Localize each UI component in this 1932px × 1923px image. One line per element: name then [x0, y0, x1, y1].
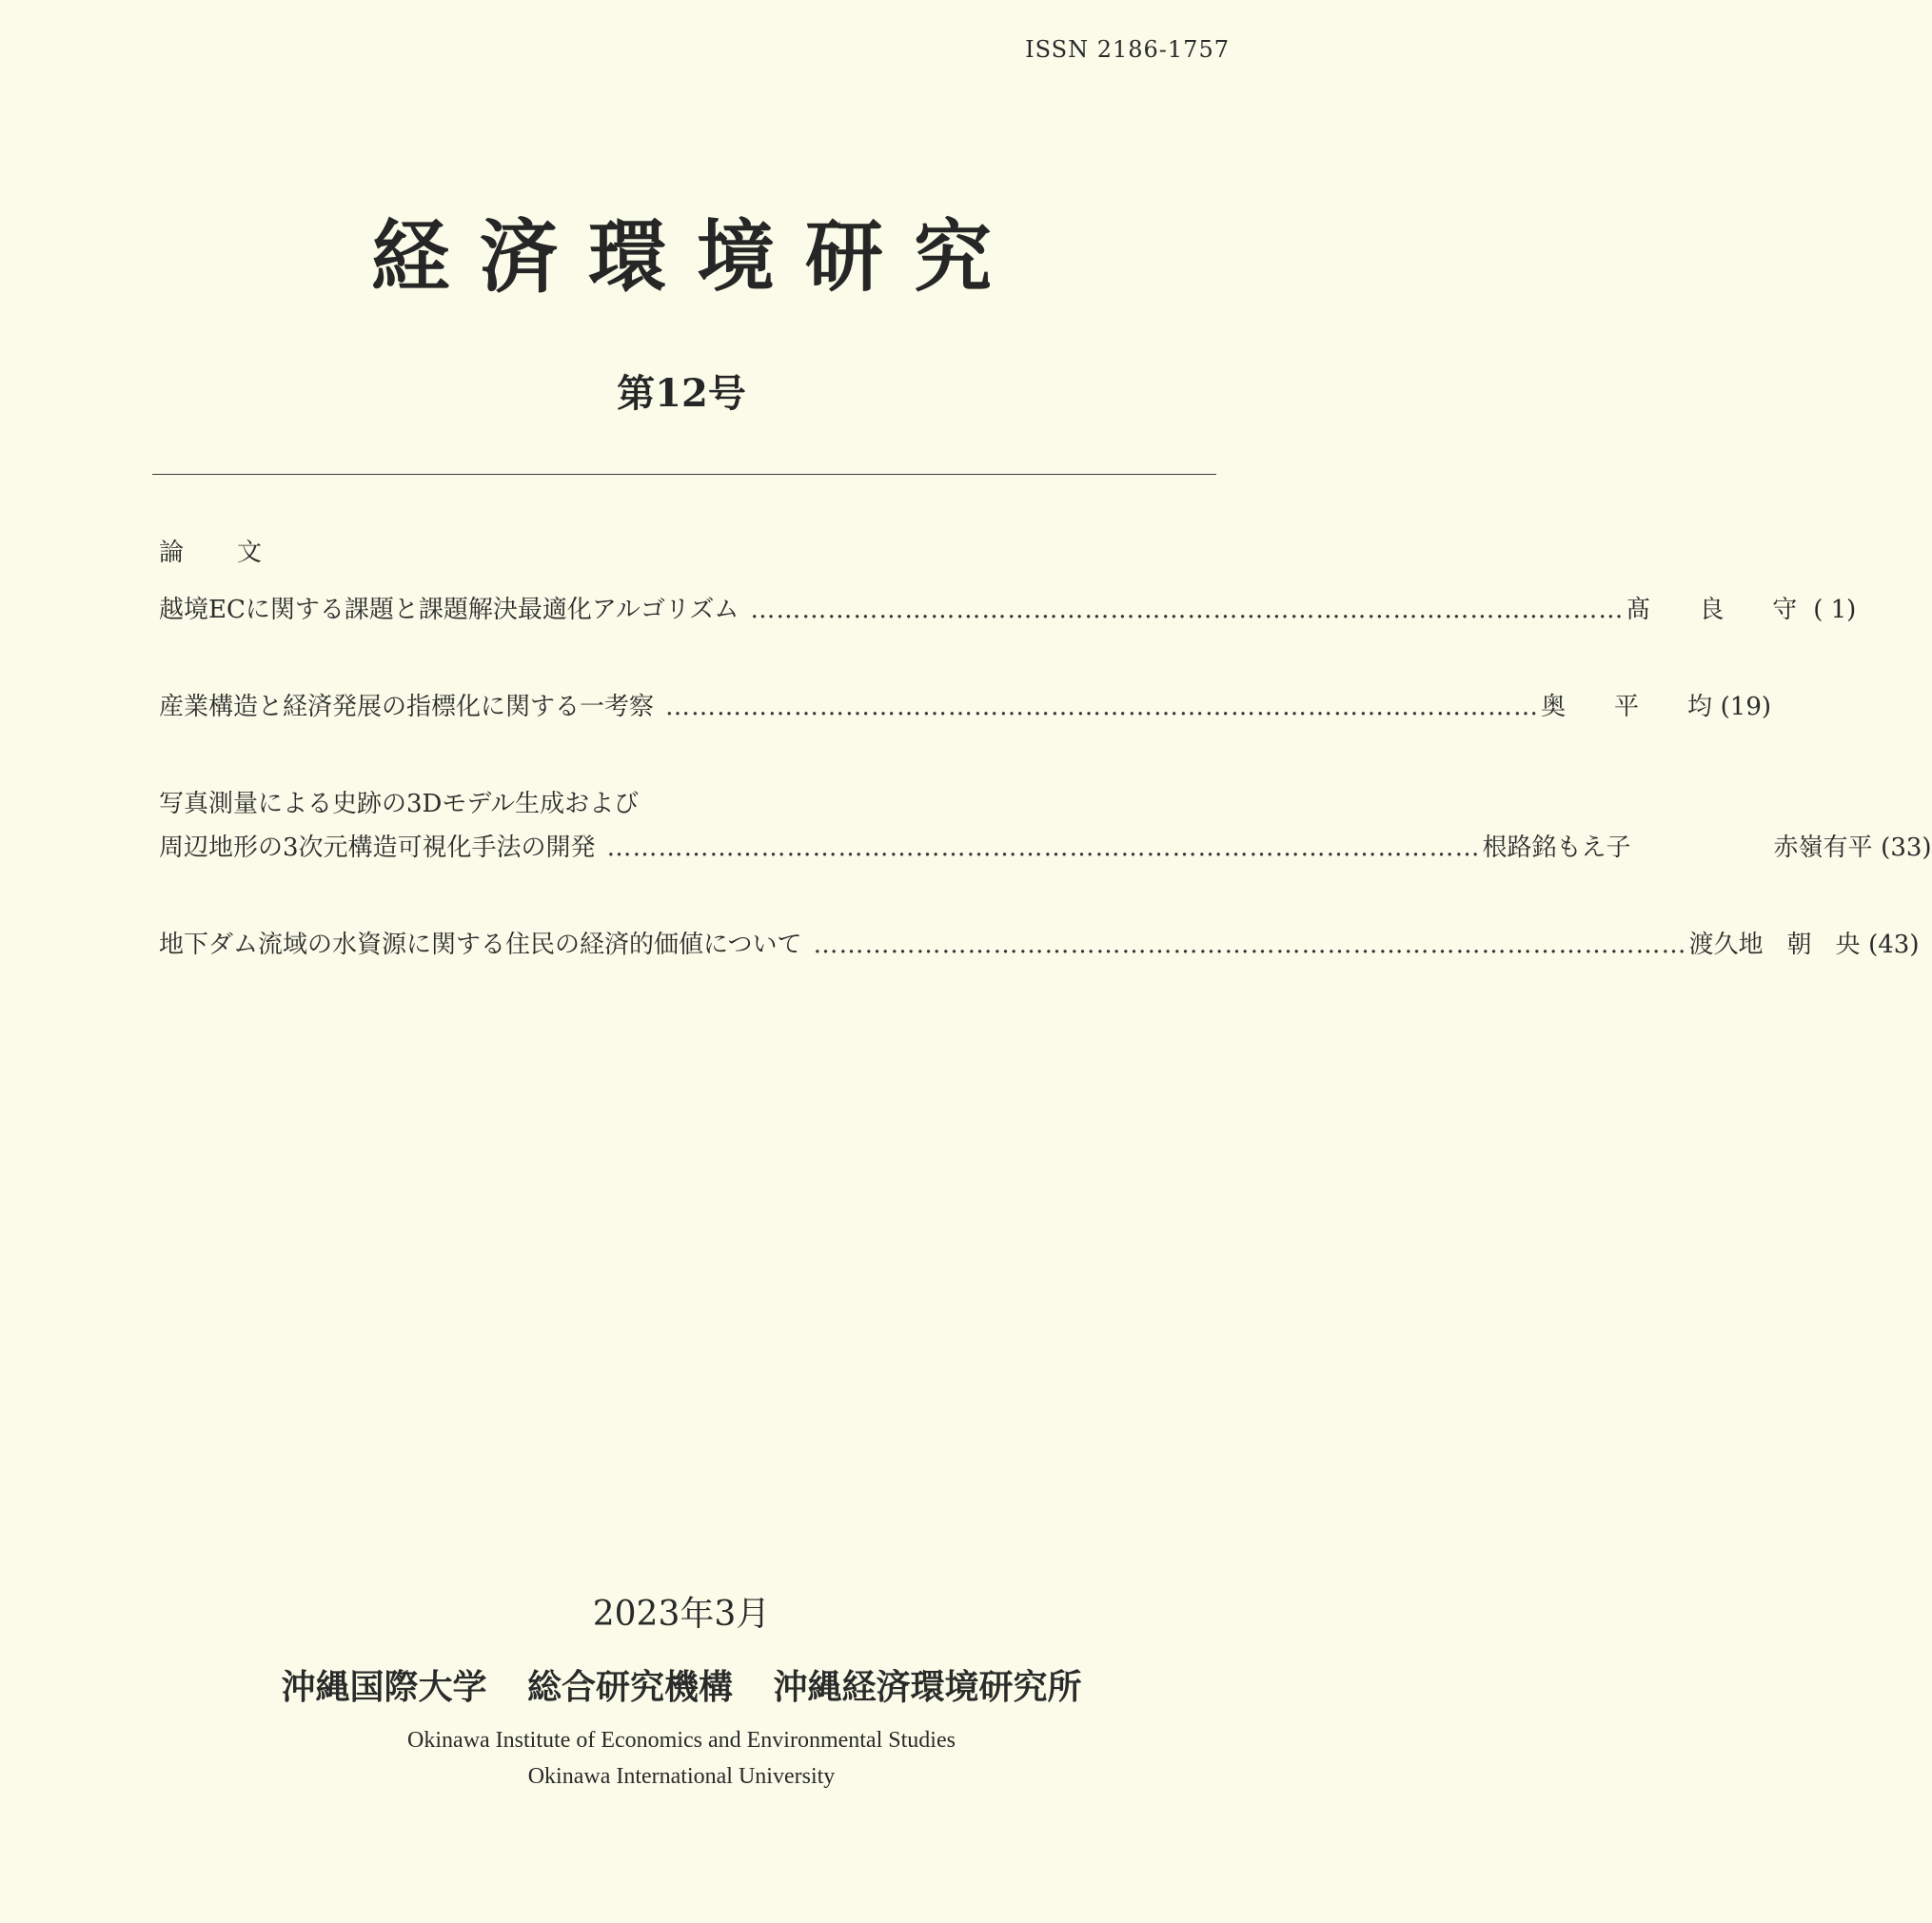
toc-entry	[159, 687, 1772, 731]
author-part: 朝	[1786, 931, 1812, 959]
publisher-english-line-2: Okinawa International University	[527, 1764, 836, 1789]
section-label: 論文	[159, 539, 316, 567]
author-part: 央	[1835, 931, 1861, 959]
toc-entry	[159, 925, 1920, 969]
author-part: 均	[1686, 693, 1712, 721]
toc-entry-line	[159, 784, 1209, 828]
toc-entry-line	[159, 925, 1920, 969]
author-part: 平	[1614, 693, 1640, 721]
author-part: 根路銘もえ子	[1482, 834, 1631, 862]
author-part: 奥	[1541, 693, 1567, 721]
entry-title: 周辺地形の3次元構造可視化手法の開発	[159, 834, 596, 862]
entry-title: 地下ダム流域の水資源に関する住民の経済的価値について	[159, 931, 802, 959]
entry-author	[1541, 687, 1712, 722]
entry-page: ( 1)	[1813, 596, 1857, 624]
entry-author	[1483, 828, 1873, 863]
dot-leader: …………………………………………………………………………………………	[750, 596, 1625, 624]
dot-leader: …………………………………………………………………………………………	[813, 931, 1687, 959]
publication-date: 2023年3月	[592, 1595, 771, 1634]
entry-author	[1626, 590, 1797, 625]
toc-entry	[159, 784, 1932, 872]
author-part: 良	[1699, 596, 1725, 624]
dot-leader: …………………………………………………………………………………………	[665, 693, 1540, 721]
toc-entry-line	[159, 828, 1932, 872]
entry-title: 写真測量による史跡の3Dモデル生成および	[159, 790, 640, 818]
entry-author	[1688, 925, 1860, 960]
table-of-contents	[159, 533, 1932, 1022]
publisher-english	[0, 1722, 1363, 1795]
issue-number: 第12号	[617, 371, 746, 416]
publisher-english-line-1: Okinawa Institute of Economics and Environmental Studies	[407, 1728, 956, 1753]
entry-page: (33)	[1881, 834, 1932, 862]
entry-title: 越境ECに関する課題と課題解決最適化アルゴリズム	[159, 596, 739, 624]
entry-page: (43)	[1868, 931, 1920, 959]
entry-title: 産業構造と経済発展の指標化に関する一考察	[159, 693, 655, 721]
toc-entry-line	[159, 687, 1772, 731]
author-part: 赤嶺有平	[1773, 834, 1873, 862]
toc-entry	[159, 590, 1857, 634]
journal-title: 経済環境研究	[370, 211, 1022, 303]
author-part: 髙	[1626, 596, 1651, 624]
dot-leader: …………………………………………………………………………………………	[606, 834, 1481, 862]
entry-page: (19)	[1720, 693, 1772, 721]
author-part: 守	[1772, 596, 1798, 624]
toc-entry-line	[159, 590, 1857, 634]
publisher-japanese: 沖縄国際大学 総合研究機構 沖縄経済環境研究所	[281, 1667, 1082, 1707]
issn: ISSN 2186-1757	[1025, 36, 1230, 63]
divider	[152, 474, 1216, 475]
author-part: 渡久地	[1688, 931, 1764, 959]
